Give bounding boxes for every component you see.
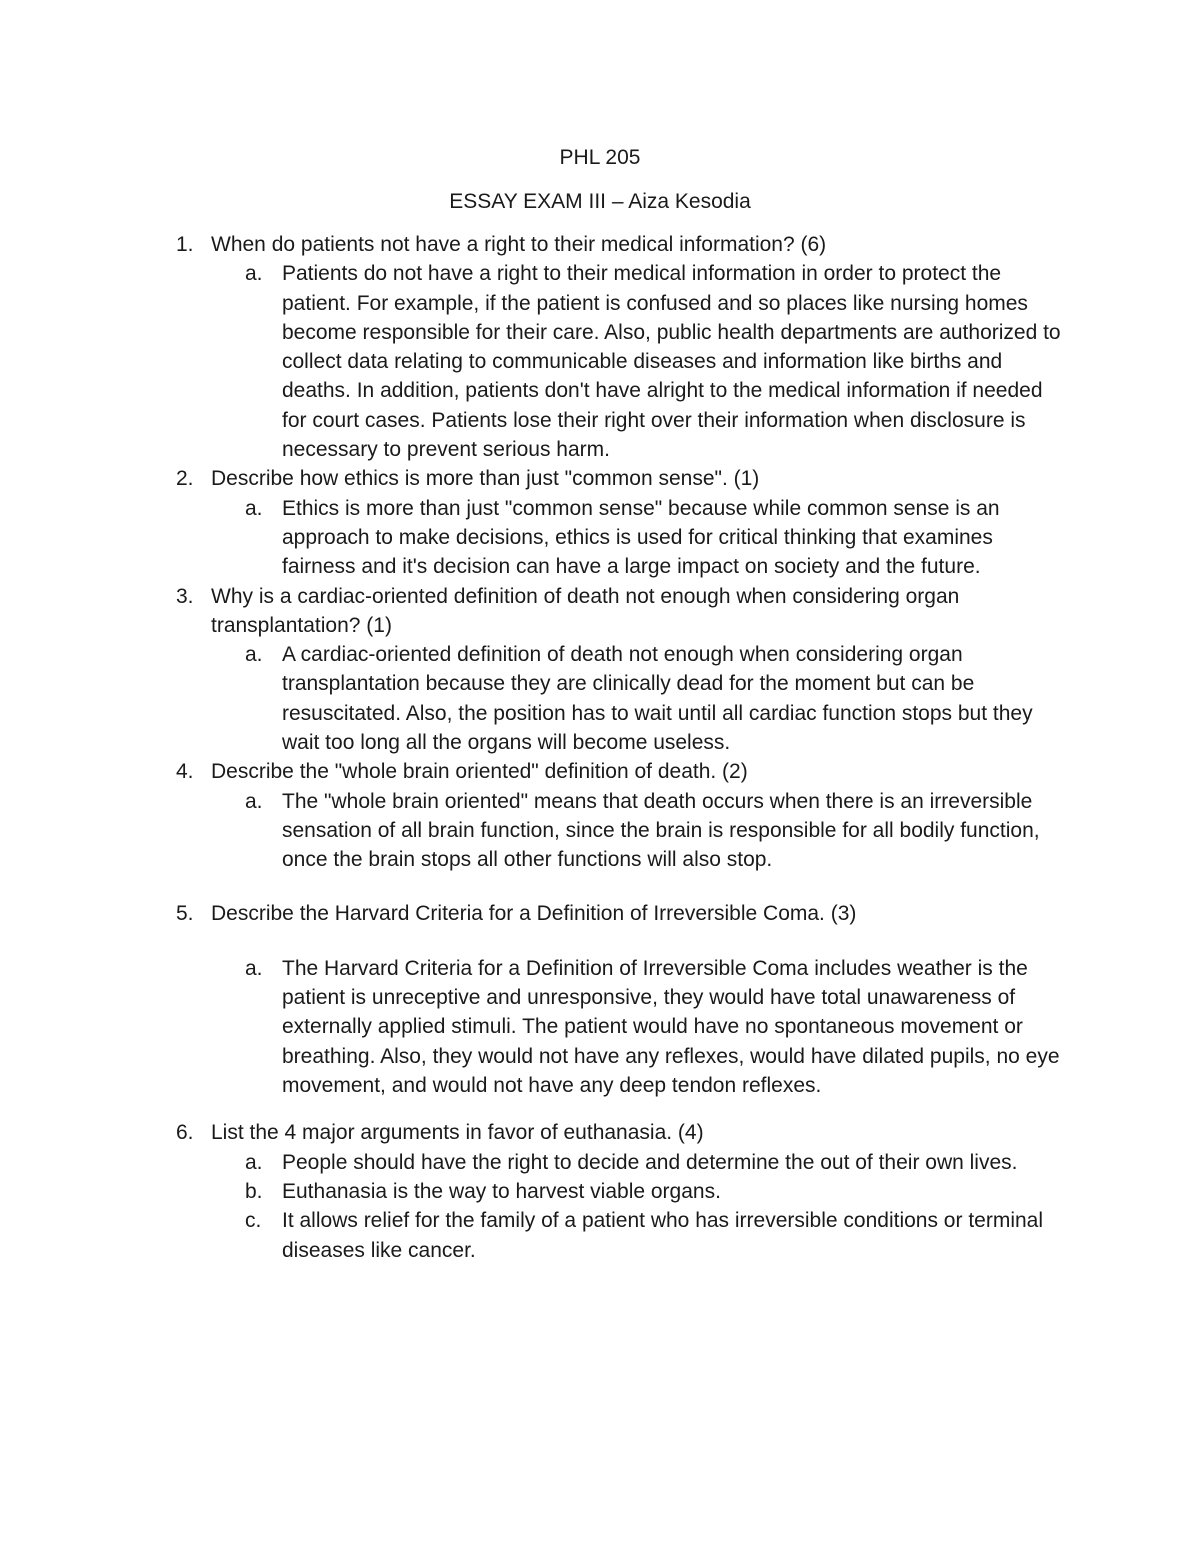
answer-text: People should have the right to decide and determine the out of their own lives. (282, 1150, 1018, 1174)
answer-item (211, 1148, 1062, 1177)
question-4 (0, 757, 1081, 786)
answer-item (211, 259, 1062, 464)
question-text: List the 4 major arguments in favor of euthanasia. (4) (211, 1121, 704, 1145)
question-text: When do patients not have a right to their medical information? (6) (211, 233, 827, 256)
question-text: Describe the "whole brain oriented" definition of death. (2) (211, 760, 748, 784)
answer-text: Ethics is more than just "common sense" because while common sense is an approach to make decisions, ethics is used for critical thinking that examines fairness and it's decision can have a large impact on society and the future. (282, 496, 1000, 579)
question-5 (0, 899, 1081, 928)
answer-letter: a. (245, 789, 263, 813)
question-text: Describe how ethics is more than just "common sense". (1) (211, 467, 760, 491)
answer-text: A cardiac-oriented definition of death not enough when considering organ transplantation because they are clinically dead for the moment but can be resuscitated. Also, the position has to wait until all cardiac function stops but they wait too long all the organs will become useless. (282, 643, 1033, 755)
answer-item (211, 1177, 1062, 1206)
answer-block-6 (0, 1148, 1081, 1265)
question-number: 5. (176, 901, 194, 925)
answer-block-1 (0, 259, 1081, 464)
answer-text: Patients do not have a right to their medical information in order to protect the patient. For example, if the patient is confused and so places like nursing homes become responsible for their care. Also, public health departments are authorized to collect data relating to communicable diseases and information like births and deaths. In addition, patients don't have alright to the medical information if needed for court cases. Patients lose their right over their information when disclosure is necessary to prevent serious harm. (282, 262, 1061, 462)
question-1 (0, 230, 1081, 259)
answer-letter: a. (245, 956, 263, 980)
answer-item (211, 787, 1062, 875)
answer-item (211, 954, 1062, 1100)
spacer (0, 875, 1200, 899)
question-3 (0, 582, 1081, 641)
question-number: 3. (176, 584, 194, 608)
answer-item (211, 1206, 1062, 1265)
question-number: 4. (176, 760, 194, 784)
spacer (0, 928, 1200, 954)
answer-letter: a. (245, 1150, 263, 1174)
answer-block-2 (0, 494, 1081, 582)
answer-text: Euthanasia is the way to harvest viable organs. (282, 1179, 721, 1203)
answer-block-3 (0, 640, 1081, 757)
answer-item (211, 640, 1062, 757)
question-6 (0, 1118, 1081, 1147)
question-text: Why is a cardiac-oriented definition of death not enough when considering organ transplantation? (1) (211, 584, 960, 637)
answer-letter: c. (245, 1209, 262, 1233)
question-text: Describe the Harvard Criteria for a Definition of Irreversible Coma. (3) (211, 901, 857, 925)
answer-letter: a. (245, 643, 263, 667)
answer-letter: a. (245, 496, 263, 520)
spacer (0, 1100, 1200, 1118)
question-list (0, 230, 1200, 1265)
answer-text: It allows relief for the family of a patient who has irreversible conditions or terminal diseases like cancer. (282, 1209, 1044, 1262)
answer-block-4 (0, 787, 1081, 875)
answer-block-5 (0, 954, 1081, 1100)
answer-item (211, 494, 1062, 582)
question-number: 2. (176, 467, 194, 491)
answer-text: The "whole brain oriented" means that death occurs when there is an irreversible sensation of all brain function, since the brain is responsible for all bodily function, once the brain stops all other functions will also stop. (282, 789, 1040, 872)
course-title: PHL 205 (559, 146, 641, 169)
answer-letter: b. (245, 1179, 263, 1203)
exam-title: ESSAY EXAM III – Aiza Kesodia (449, 190, 751, 213)
question-number: 1. (176, 233, 194, 256)
answer-text: The Harvard Criteria for a Definition of Irreversible Coma includes weather is the patient is unreceptive and unresponsive, they would have total unawareness of externally applied stimuli. The patient would have no spontaneous movement or breathing. Also, they would not have any reflexes, would have dilated pupils, no eye movement, and would not have any deep tendon reflexes. (282, 956, 1060, 1098)
question-number: 6. (176, 1121, 194, 1145)
answer-letter: a. (245, 262, 263, 286)
question-2 (0, 464, 1081, 493)
